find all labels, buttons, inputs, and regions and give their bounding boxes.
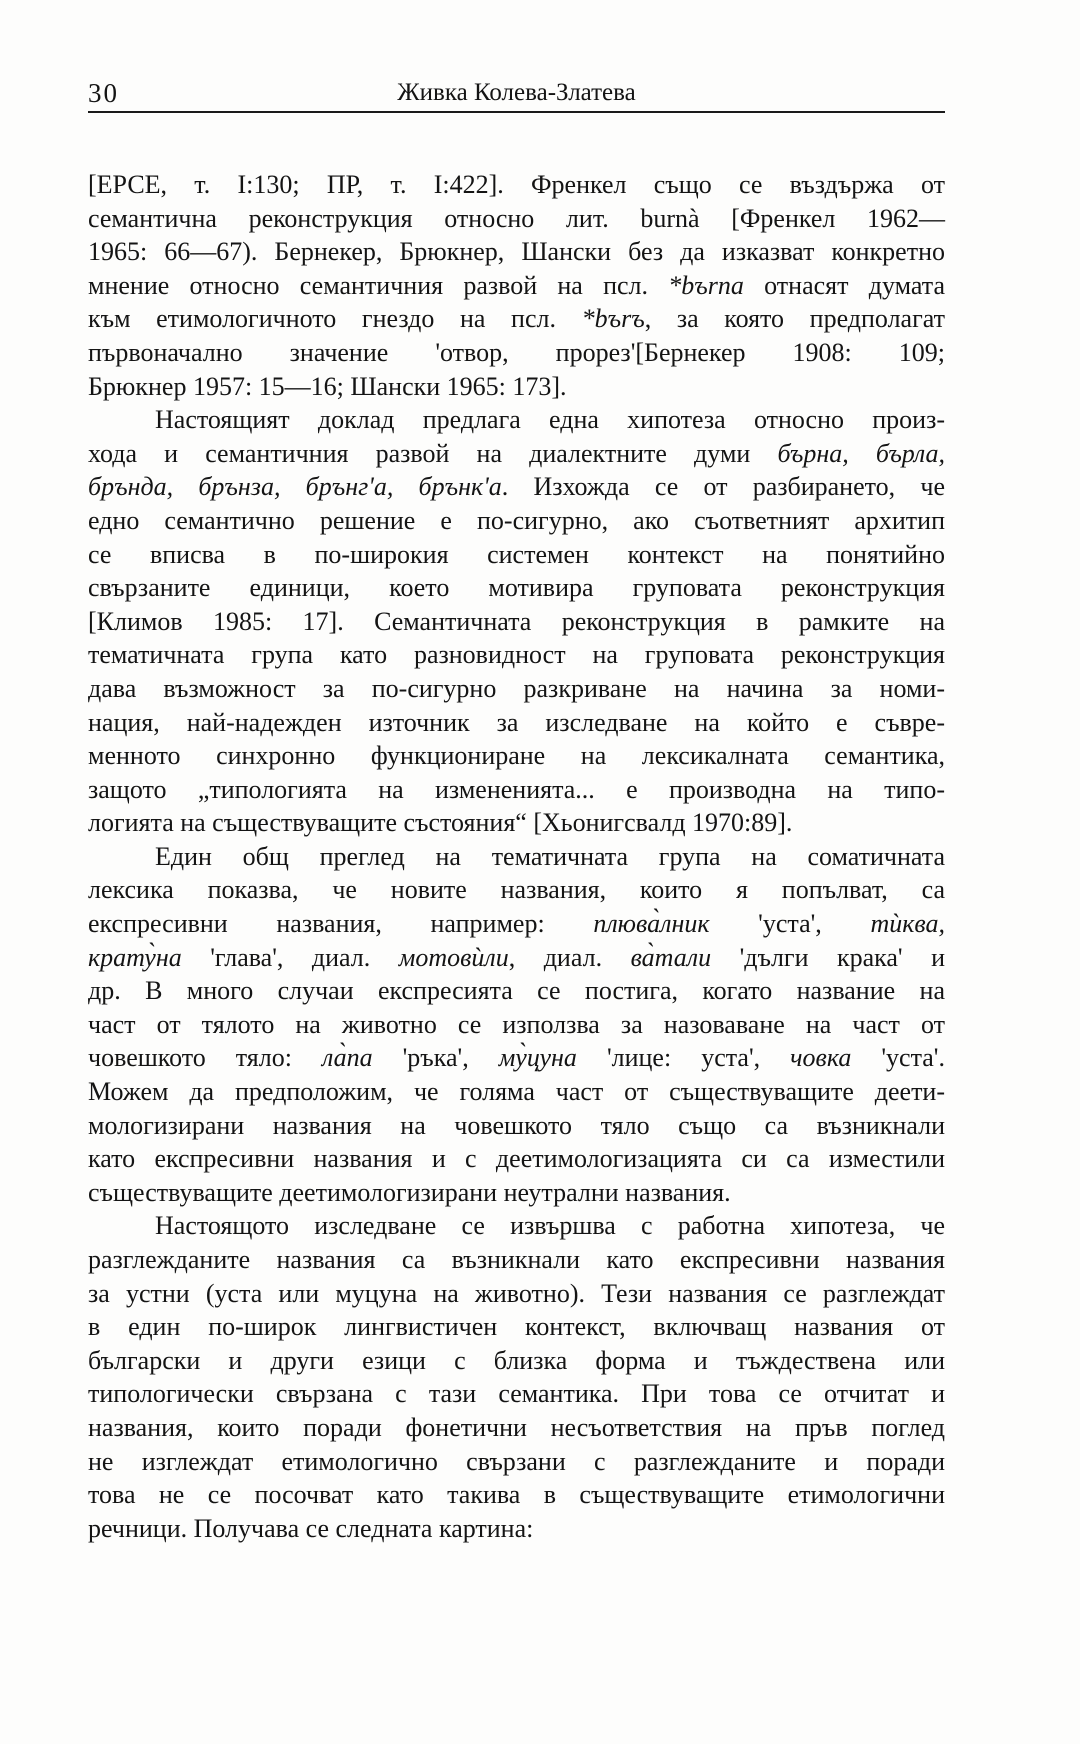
text-line — [88, 470, 945, 504]
text-run: съществуващите деетимологизирани неутрални названия. — [88, 1177, 731, 1207]
text-run: речници. Получава се следната картина: — [88, 1513, 534, 1543]
text-line — [88, 403, 945, 437]
text-run: 1965: 66—67). Бернекер, Брюкнер, Шански без да изказват конкретно — [88, 237, 945, 267]
text-line — [88, 202, 945, 236]
text-line — [88, 941, 945, 975]
text-run: свързаните единици, което мотивира груповата реконструкция — [88, 573, 945, 603]
paragraph — [88, 168, 945, 403]
page-number: 30 — [88, 78, 119, 108]
text-line — [88, 370, 945, 404]
italic-term: *bъrna — [668, 270, 744, 300]
text-line — [88, 739, 945, 773]
page-header — [88, 76, 945, 110]
italic-term: крату̀на — [88, 942, 182, 972]
italic-term: тѝква, — [870, 909, 945, 939]
text-line — [88, 1008, 945, 1042]
text-line — [88, 873, 945, 907]
text-run: се вписва в по-широкия системен контекст на понятийно — [88, 539, 945, 569]
text-line — [88, 1041, 945, 1075]
text-line — [88, 1109, 945, 1143]
italic-term: човка — [790, 1043, 852, 1073]
italic-term: мотовѝли — [398, 942, 509, 972]
text-run: като експресивни названия и с деетимологизацията си са изместили — [88, 1144, 945, 1174]
text-line — [88, 1512, 945, 1546]
italic-term: плюва̀лник — [593, 909, 710, 939]
text-run: , за която предполагат — [644, 304, 945, 334]
text-line — [88, 605, 945, 639]
text-run: това не се посочват като такива в съществуващите етимологични — [88, 1480, 945, 1510]
text-line — [88, 806, 945, 840]
paragraph — [88, 403, 945, 840]
text-line — [88, 907, 945, 941]
text-run: . Изхожда се от разбирането, че — [501, 472, 945, 502]
text-run: част от тялото на животно се използва за назоваване на част от — [88, 1009, 945, 1039]
text-run: мологизирани названия на човешкото тяло също са възникнали — [88, 1110, 945, 1140]
text-run: 'дълги крака' и — [711, 942, 945, 972]
text-run: в един по-широк лингвистичен контекст, включващ названия от — [88, 1312, 945, 1342]
text-run: нация, най-надежден източник за изследване на който е съвре- — [88, 707, 945, 737]
text-run: едно семантично решение е по-сигурно, ако съответният архитип — [88, 505, 945, 535]
text-run: 'ръка', — [372, 1043, 499, 1073]
italic-term: ла̀па — [321, 1043, 373, 1073]
text-run: експресивни названия, например: — [88, 909, 594, 939]
text-run: защото „типологията на измененията... е производна на типо- — [88, 774, 945, 804]
text-line — [88, 235, 945, 269]
text-run: названия, които поради фонетични несъответствия на пръв поглед — [88, 1412, 945, 1442]
text-line — [88, 302, 945, 336]
text-run: семантична реконструкция относно лит. burnà [Френкел 1962— — [88, 203, 945, 233]
text-line — [88, 538, 945, 572]
body-text — [88, 168, 945, 1545]
text-line — [88, 1344, 945, 1378]
text-run: Брюкнер 1957: 15—16; Шански 1965: 173]. — [88, 371, 567, 401]
paragraph — [88, 1209, 945, 1545]
text-run: Един общ преглед на тематичната група на соматичната — [155, 841, 945, 871]
text-run: дава възможност за по-сигурно разкриване на начина за номи- — [88, 673, 945, 703]
text-line — [88, 336, 945, 370]
text-line — [88, 840, 945, 874]
text-run: български и други езици с близка форма и тъждествена или — [88, 1345, 945, 1375]
text-line — [88, 168, 945, 202]
text-line — [88, 638, 945, 672]
text-run: [Климов 1985: 17]. Семантичната реконструкция в рамките на — [88, 606, 945, 636]
text-run: [ЕРСЕ, т. I:130; ПР, т. I:422]. Френкел също се въздържа от — [88, 170, 945, 199]
text-line — [88, 1310, 945, 1344]
text-line — [88, 672, 945, 706]
text-run: разглежданите названия са възникнали като експресивни названия — [88, 1245, 945, 1274]
italic-term: брънда, брънза, брънг'а, брънк'а — [88, 472, 502, 502]
text-run: първоначално значение 'отвор, прорез'[Бернекер 1908: 109; — [88, 337, 945, 367]
text-run: логията на съществуващите състояния“ [Хьонигсвалд 1970:89]. — [88, 808, 793, 838]
text-line — [88, 1377, 945, 1411]
text-run: хода и семантичния развой на диалектните думи — [88, 438, 778, 468]
text-run: типологически свързана с тази семантика. При това се отчитат и — [88, 1379, 945, 1409]
text-line — [88, 504, 945, 538]
text-run: 'глава', диал. — [181, 942, 399, 972]
italic-term: *bъrъ — [581, 304, 645, 334]
text-line — [88, 1411, 945, 1445]
text-line — [88, 269, 945, 303]
text-run: 'лице: уста', — [576, 1043, 791, 1073]
text-line — [88, 1176, 945, 1210]
text-line — [88, 1075, 945, 1109]
text-run: мнение относно семантичния развой на псл. — [88, 270, 669, 300]
text-line — [88, 1445, 945, 1479]
text-line — [88, 571, 945, 605]
text-line — [88, 1243, 945, 1277]
running-title: Живка Колева-Златева — [397, 79, 636, 106]
text-line — [88, 773, 945, 807]
text-run: Настоящият доклад предлага една хипотеза относно произ- — [155, 405, 945, 435]
text-line — [88, 1142, 945, 1176]
header-rule — [88, 111, 945, 113]
italic-term: ва̀тали — [630, 942, 712, 972]
italic-term: бърна, бърла, — [777, 438, 945, 468]
text-run: Можем да предположим, че голяма част от съществуващите деети- — [88, 1077, 945, 1107]
text-run: 'уста', — [709, 909, 871, 939]
text-run: тематичната група като разновидност на груповата реконструкция — [88, 640, 945, 670]
paragraph — [88, 840, 945, 1210]
text-run: не изглеждат етимологично свързани с разглежданите и поради — [88, 1446, 945, 1476]
text-run: към етимологичното гнездо на псл. — [88, 304, 582, 334]
text-line — [88, 974, 945, 1008]
italic-term: му̀цуна — [498, 1043, 577, 1073]
text-run: , диал. — [508, 942, 631, 972]
text-run: отнасят думата — [743, 270, 945, 300]
text-line — [88, 1478, 945, 1512]
text-run: Настоящото изследване се извършва с работна хипотеза, че — [155, 1211, 945, 1241]
text-line — [88, 437, 945, 471]
text-line — [88, 1277, 945, 1311]
text-run: за устни (уста или муцуна на животно). Тези названия се разглеждат — [88, 1278, 945, 1308]
text-line — [88, 1209, 945, 1243]
text-run: човешкото тяло: — [88, 1043, 322, 1073]
text-run: 'уста'. — [851, 1043, 945, 1073]
text-line — [88, 706, 945, 740]
text-run: менното синхронно функциониране на лексикалната семантика, — [88, 741, 945, 771]
text-run: др. В много случаи експресията се постига, когато название на — [88, 976, 945, 1006]
text-run: лексика показва, че новите названия, които я попълват, са — [88, 875, 945, 905]
